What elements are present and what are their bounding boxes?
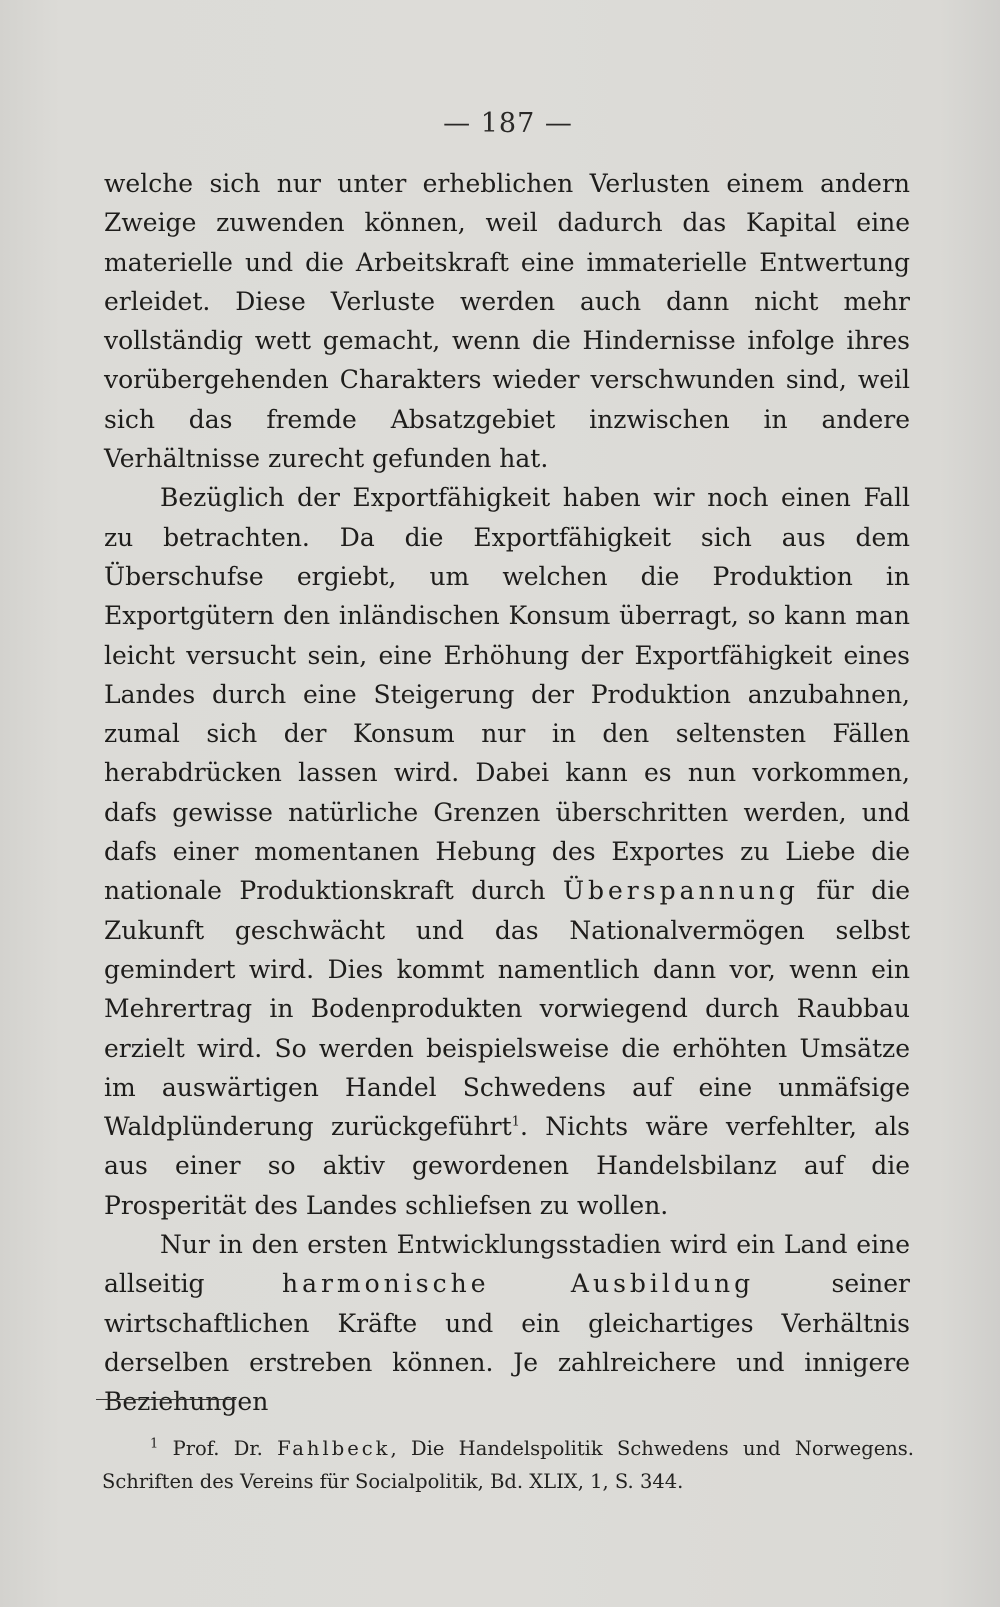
paragraph-2-part-1: Bezüglich der Exportfähigkeit haben wir noch einen Fall zu betrachten. Da die Exportfähigkeit sich aus dem Überschufse ergiebt, um welchen die Produktion in Exportgütern den inländischen Konsum überragt, so kann man leicht versucht sein, eine Erhöhung der Exportfähigkeit eines Landes durch eine Steigerung der Produktion anzubahnen, zumal sich der Konsum nur in den seltensten Fällen herabdrücken lassen wird. Dabei kann es nun vorkommen, dafs gewisse natürliche Grenzen überschritten werden, und dafs einer momentanen Hebung des Exportes zu Liebe die nationale Produktionskraft durch (104, 483, 910, 906)
footnote-reference: 1 (511, 1114, 520, 1130)
footnote-author: Fahlbeck (277, 1437, 391, 1460)
footnote-marker: 1 (150, 1436, 159, 1452)
paragraph-2 (104, 478, 910, 1225)
paragraph-3 (104, 1225, 910, 1421)
paragraph-2-part-3: . Nichts wäre verfehlter, als aus einer so aktiv gewordenen Handelsbilanz auf die Prosperität des Landes schliefsen zu wollen. (104, 1112, 910, 1220)
paragraph-3-part-1: Nur in den ersten Entwicklungsstadien wird ein Land eine allseitig (104, 1230, 910, 1299)
emphasis-spaced-text: Überspannung (562, 876, 799, 906)
emphasis-spaced-text: harmonische Ausbildung (281, 1269, 755, 1299)
page-number: — 187 — (443, 108, 573, 139)
body-text (104, 164, 910, 1422)
paragraph-1: welche sich nur unter erheblichen Verlusten einem andern Zweige zuwenden können, weil dadurch das Kapital eine materielle und die Arbeitskraft eine immaterielle Entwertung erleidet. Diese Verluste werden auch dann nicht mehr vollständig wett gemacht, wenn die Hindernisse infolge ihres vorübergehenden Charakters wieder verschwunden sind, weil sich das fremde Absatzgebiet inzwischen in andere Verhältnisse zurecht gefunden hat. (104, 169, 910, 474)
footnote-prefix: Prof. Dr. (172, 1437, 278, 1460)
paragraph-3-part-2: seiner wirtschaftlichen Kräfte und ein gleichartiges Verhältnis derselben erstreben können. Je zahlreichere und innigere Beziehungen (104, 1269, 910, 1417)
footnote (102, 1432, 914, 1498)
footnote-text: , Die Handelspolitik Schwedens und Norwegens. Schriften des Vereins für Socialpolitik, Bd. XLIX, 1, S. 344. (102, 1437, 915, 1493)
footnote-divider (96, 1399, 236, 1400)
paragraph-2-part-2: für die Zukunft geschwächt und das Nationalvermögen selbst gemindert wird. Dies kommt namentlich dann vor, wenn ein Mehrertrag in Bodenprodukten vorwiegend durch Raubbau erzielt wird. So werden beispielsweise die erhöhten Umsätze im auswärtigen Handel Schwedens auf eine unmäfsige Waldplünderung zurückgeführt (104, 876, 910, 1142)
